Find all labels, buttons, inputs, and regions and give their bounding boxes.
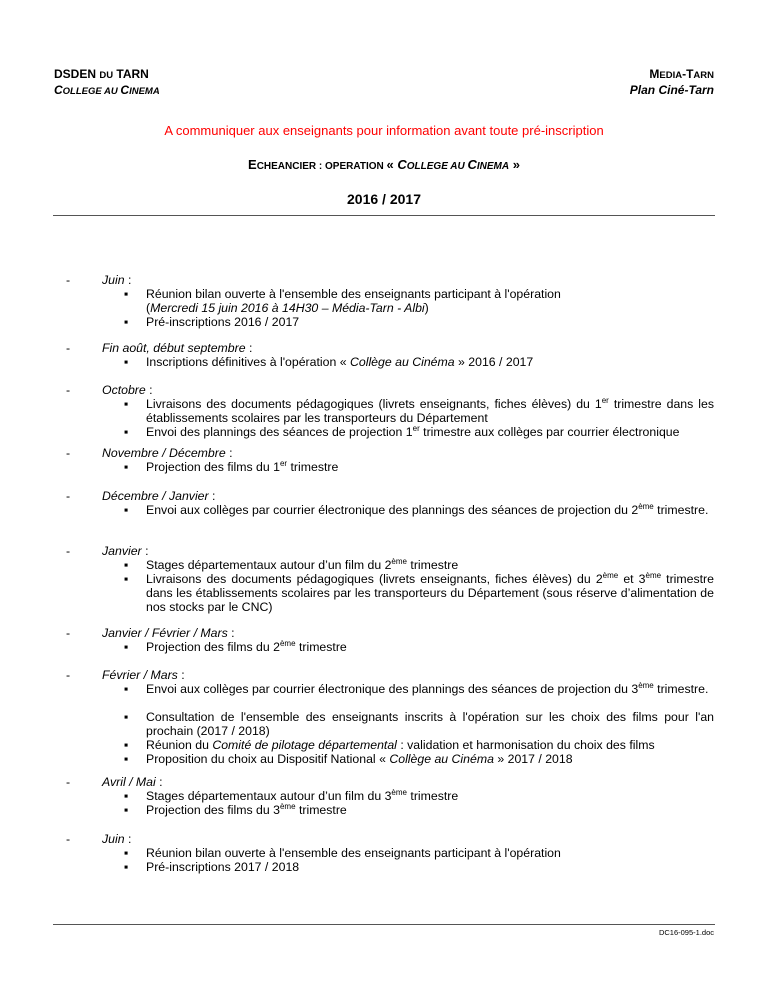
bullet-text: Réunion bilan ouverte à l'ensemble des enseignants participant à l'opération [146, 846, 561, 860]
dash-marker: - [66, 341, 71, 355]
header-left-line1: DSDEN DU TARN [54, 67, 149, 81]
bullet-text: Pré-inscriptions 2016 / 2017 [146, 315, 300, 329]
dash-marker: - [66, 446, 71, 460]
bullet-icon: ▪ [124, 572, 129, 586]
header-left-line2: COLLEGE AU CINEMA [54, 83, 160, 97]
bullet-text: Envoi aux collèges par courrier électronique des plannings des séances de projection du 3ème trimestre. [146, 681, 709, 696]
bullet-icon: ▪ [124, 789, 129, 803]
footer-filename: DC16-095-1.doc [658, 928, 714, 937]
bullet-icon: ▪ [124, 710, 129, 724]
header-right [630, 67, 714, 98]
bullet-text: Envoi aux collèges par courrier électronique des plannings des séances de projection du 2ème trimestre. [146, 502, 709, 517]
item-heading: Juin : [102, 832, 132, 846]
bullet-icon: ▪ [124, 315, 129, 329]
bullet-icon: ▪ [124, 846, 129, 860]
bullet-icon: ▪ [124, 460, 129, 474]
item-heading: Avril / Mai : [102, 775, 163, 789]
header-right-line2: Plan Ciné-Tarn [629, 83, 714, 97]
item-heading: Octobre : [102, 383, 153, 397]
item-heading: Décembre / Janvier : [102, 489, 216, 503]
document-title: ECHEANCIER : OPERATION « COLLEGE AU CINEMA » [248, 157, 520, 172]
item-heading: Juin : [102, 273, 132, 287]
bullet-text: Projection des films du 3ème trimestre [146, 802, 347, 817]
dash-marker: - [66, 668, 71, 682]
bullet-text: Consultation de l'ensemble des enseignants inscrits à l'opération sur les choix des films pour l'an prochain (2017 / 2018) [146, 710, 714, 738]
dash-marker: - [66, 489, 71, 503]
bullet-icon: ▪ [124, 640, 129, 654]
bullet-icon: ▪ [124, 860, 129, 874]
bullet-icon: ▪ [124, 682, 129, 696]
bullet-text: Stages départementaux autour d’un film du 3ème trimestre [146, 788, 459, 803]
item-heading: Février / Mars : [102, 668, 185, 682]
bullet-icon: ▪ [124, 752, 129, 766]
dash-marker: - [66, 626, 71, 640]
bullet-text: Livraisons des documents pédagogiques (livrets enseignants, fiches élèves) du 2ème et 3ème trimestre dans les établissements scolaires par les transporteurs du Département (sous réserve d’alimentation de nos stocks par le CNC) [146, 571, 714, 614]
bottom-divider [53, 924, 715, 925]
dash-marker: - [66, 775, 71, 789]
bullet-text: Livraisons des documents pédagogiques (livrets enseignants, fiches élèves) du 1er trimestre dans les établissements scolaires par les transporteurs du Département [146, 396, 714, 425]
bullet-text: Réunion bilan ouverte à l'ensemble des enseignants participant à l'opération (Mercredi 15 juin 2016 à 14H30 – Média-Tarn - Albi) [146, 287, 561, 315]
dash-marker: - [66, 832, 71, 846]
bullet-text: Projection des films du 1er trimestre [146, 459, 339, 474]
bullet-text: Proposition du choix au Dispositif National « Collège au Cinéma » 2017 / 2018 [146, 752, 573, 766]
bullet-icon: ▪ [124, 738, 129, 752]
notice-text: A communiquer aux enseignants pour information avant toute pré-inscription [164, 123, 604, 138]
bullet-icon: ▪ [124, 287, 129, 301]
top-divider [53, 215, 715, 216]
bullet-text: Stages départementaux autour d’un film du 2ème trimestre [146, 557, 459, 572]
bullet-icon: ▪ [124, 425, 129, 439]
item-heading: Novembre / Décembre : [102, 446, 233, 460]
header-right-line1: MEDIA-TARN [649, 67, 714, 81]
bullet-text: Projection des films du 2ème trimestre [146, 639, 347, 654]
item-heading: Fin août, début septembre : [102, 341, 253, 355]
bullet-icon: ▪ [124, 503, 129, 517]
dash-marker: - [66, 544, 71, 558]
bullet-text: Envoi des plannings des séances de projection 1er trimestre aux collèges par courrier électronique [146, 424, 680, 439]
bullet-icon: ▪ [124, 397, 129, 411]
bullet-text: Réunion du Comité de pilotage départemental : validation et harmonisation du choix des films [146, 738, 655, 752]
bullet-icon: ▪ [124, 355, 129, 369]
dash-marker: - [66, 273, 71, 287]
dash-marker: - [66, 383, 71, 397]
bullet-text: Pré-inscriptions 2017 / 2018 [146, 860, 300, 874]
item-heading: Janvier : [102, 544, 149, 558]
header-left [54, 67, 160, 99]
bullet-text: Inscriptions définitives à l'opération « Collège au Cinéma » 2016 / 2017 [146, 355, 534, 369]
item-heading: Janvier / Février / Mars : [102, 626, 235, 640]
bullet-icon: ▪ [124, 803, 129, 817]
bullet-icon: ▪ [124, 558, 129, 572]
school-year: 2016 / 2017 [347, 191, 421, 207]
